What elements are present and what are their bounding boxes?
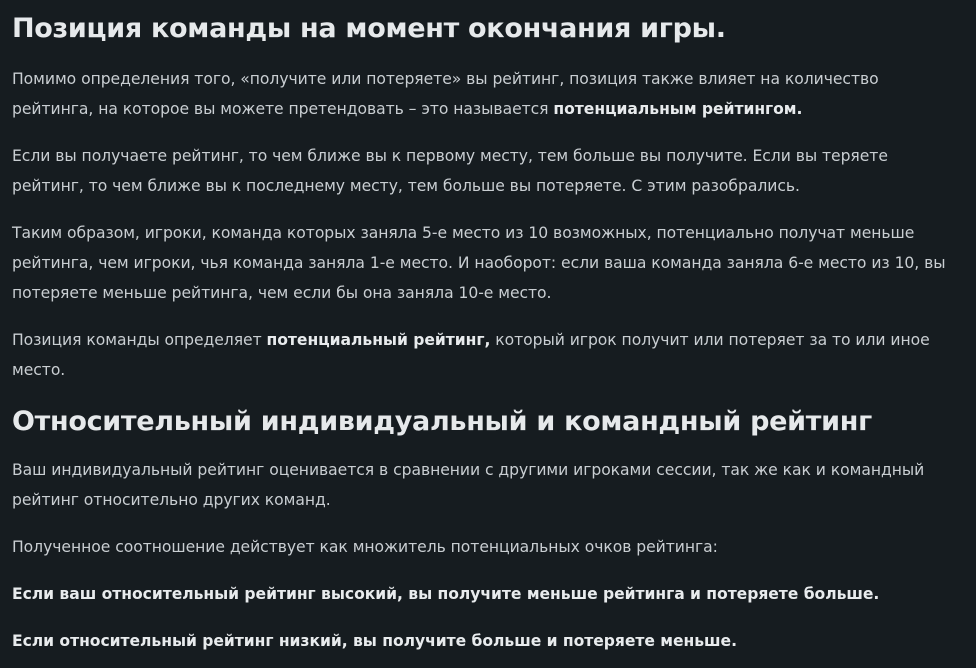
- paragraph-potential-rating-intro: [12, 64, 964, 124]
- section-heading-team-position: Позиция команды на момент окончания игры.: [12, 13, 726, 44]
- paragraph-gain-loss: Если вы получаете рейтинг, то чем ближе вы к первому месту, тем больше вы получите. Если вы теряете рейтинг, то чем ближе вы к последнему месту, тем больше вы потеряете. С этим разобрались.: [12, 147, 888, 195]
- paragraph-high-rating-rule: Если ваш относительный рейтинг высокий, вы получите меньше рейтинга и потеряете больше.: [12, 585, 880, 603]
- paragraph-low-rating-rule: Если относительный рейтинг низкий, вы получите больше и потеряете меньше.: [12, 632, 737, 650]
- paragraph-individual-rating: Ваш индивидуальный рейтинг оценивается в сравнении с другими игроками сессии, так же как и командный рейтинг относительно других команд.: [12, 461, 925, 509]
- paragraph-text: Помимо определения того, «получите или потеряете» вы рейтинг, позиция также влияет на количество рейтинга, на которое вы можете претендовать – это называется: [12, 70, 879, 118]
- paragraph-text: Позиция команды определяет: [12, 331, 267, 349]
- potential-rating-bold: потенциальный рейтинг,: [266, 331, 491, 349]
- paragraph-team-position-defines: [12, 325, 964, 385]
- paragraph-example: Таким образом, игроки, команда которых заняла 5-е место из 10 возможных, потенциально получат меньше рейтинга, чем игроки, чья команда заняла 1-е место. И наоборот: если ваша команда заняла 6-е место из 10, вы потеряете меньше рейтинга, чем если бы она заняла 10-е место.: [12, 224, 946, 302]
- paragraph-text: который игрок получит или потеряет за то или иное место.: [12, 331, 930, 379]
- section-heading-relative-rating: Относительный индивидуальный и командный рейтинг: [12, 406, 872, 437]
- potential-rating-bold: потенциальным рейтингом.: [553, 100, 803, 118]
- paragraph-multiplier: Полученное соотношение действует как множитель потенциальных очков рейтинга:: [12, 538, 718, 556]
